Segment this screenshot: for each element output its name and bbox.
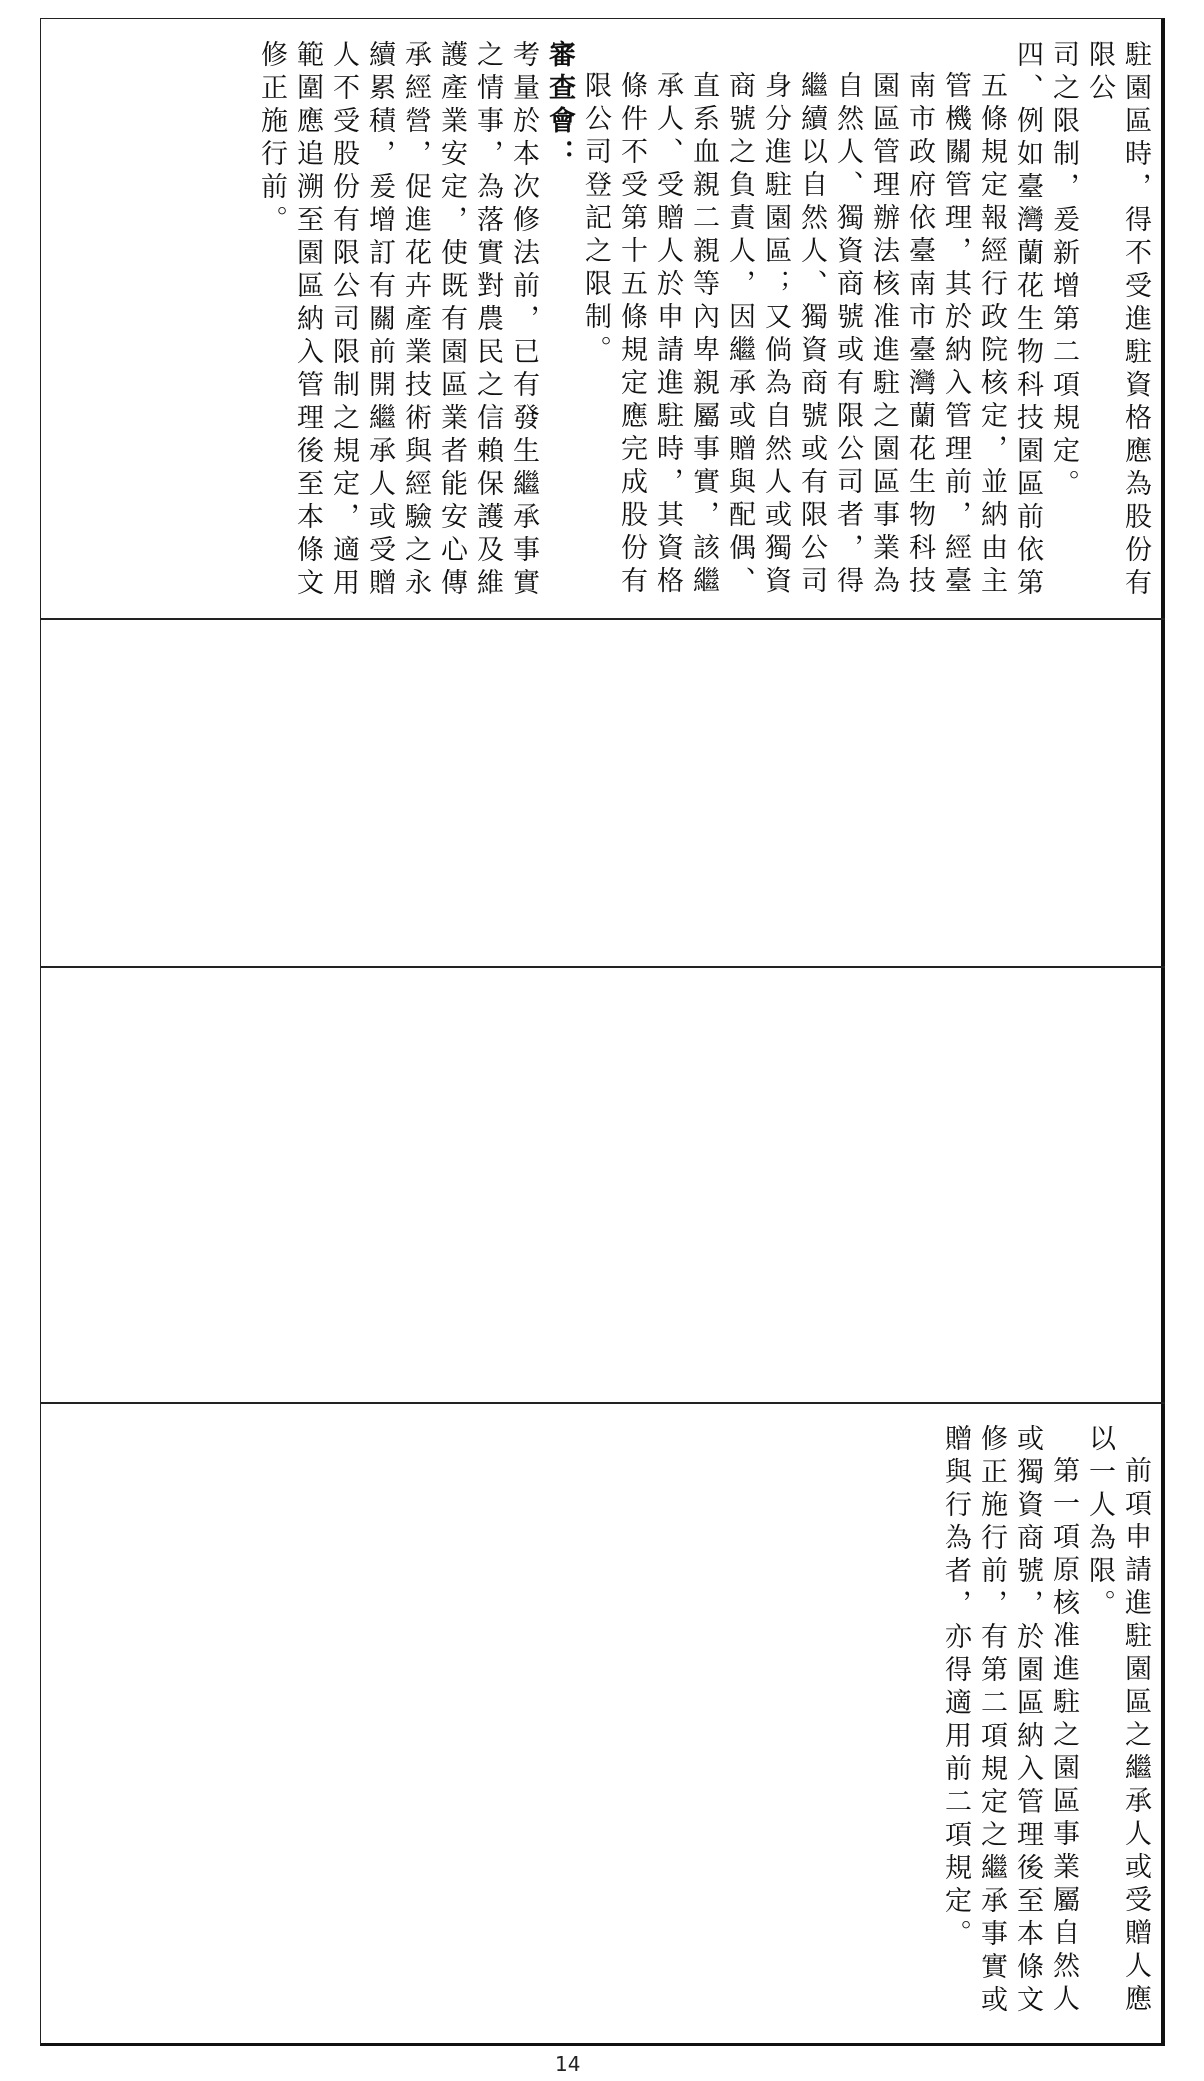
explanation-line-2: 司之限制，爰新增第二項規定。 bbox=[1048, 40, 1079, 502]
page-number: 14 bbox=[555, 2052, 581, 2076]
row-divider-1 bbox=[40, 618, 1165, 620]
review-text: 考量於本次修法前，已有發生繼承事實之情事，為落實對農民之信賴保護及維護產業安定，使既有園區業者能安心傳承經營，促進花卉產業技術與經驗之永續累積，爰增訂有關前開繼承人或受贈人不受股份有限公司限制之規定，適用範圍應追溯至園區納入管理後至本條文修正施行前。 bbox=[256, 40, 539, 601]
provision-paragraph-1: 前項申請進駐園區之繼承人或受贈人應以一人為限。 bbox=[1084, 1424, 1151, 2018]
review-heading: 審查會： bbox=[544, 40, 575, 172]
provision-paragraph-2: 第一項原核准進駐之園區事業屬自然人或獨資商號，於園區納入管理後至本條文修正施行前，有第二項規定之繼承事實或贈與行為者，亦得適用前二項規定。 bbox=[940, 1424, 1079, 2018]
row-divider-2 bbox=[40, 966, 1165, 968]
row-divider-3 bbox=[40, 1402, 1165, 1404]
explanation-line-1: 駐園區時，得不受進駐資格應為股份有限公 bbox=[1084, 40, 1151, 601]
explanation-cell bbox=[44, 22, 1159, 616]
provision-cell bbox=[44, 1406, 1159, 2042]
explanation-item-4: 四、例如臺灣蘭花生物科技園區前依第五條規定報經行政院核定，並納由主管機關管理，其於納入管理前，經臺南市政府依臺南市臺灣蘭花生物科技園區管理辦法核准進駐之園區事業為自然人、獨資商號或有限公司者，得繼續以自然人、獨資商號或有限公司身分進駐園區；又倘為自然人或獨資商號之負責人，因繼承或贈與配偶、直系血親二親等內卑親屬事實，該繼承人、受贈人於申請進駐時，其資格條件不受第十五條規定應完成股份有限公司登記之限制。 bbox=[580, 40, 1043, 601]
